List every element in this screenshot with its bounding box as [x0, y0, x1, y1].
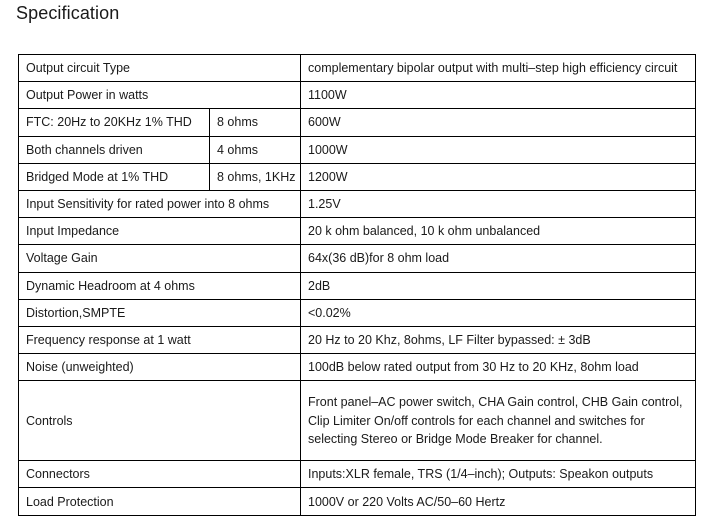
row-label: Frequency response at 1 watt: [19, 326, 301, 353]
row-label: Load Protection: [19, 488, 301, 515]
table-row: [19, 299, 696, 326]
row-value: 2dB: [301, 272, 696, 299]
table-row: [19, 190, 696, 217]
row-sub-label: 4 ohms: [210, 136, 301, 163]
row-value: 1.25V: [301, 190, 696, 217]
row-label: Input Impedance: [19, 218, 301, 245]
row-value: 1100W: [301, 82, 696, 109]
table-row: [19, 109, 696, 136]
table-row: [19, 136, 696, 163]
table-row: [19, 326, 696, 353]
row-label: Output circuit Type: [19, 55, 301, 82]
row-label: Connectors: [19, 461, 301, 488]
row-label: Noise (unweighted): [19, 354, 301, 381]
row-value: 64x(36 dB)for 8 ohm load: [301, 245, 696, 272]
row-label: Distortion,SMPTE: [19, 299, 301, 326]
row-value: 1000W: [301, 136, 696, 163]
table-row: [19, 55, 696, 82]
table-row: [19, 245, 696, 272]
row-value: 20 Hz to 20 Khz, 8ohms, LF Filter bypassed: ± 3dB: [301, 326, 696, 353]
row-value: 1000V or 220 Volts AC/50–60 Hertz: [301, 488, 696, 515]
row-value: 600W: [301, 109, 696, 136]
row-value: complementary bipolar output with multi–step high efficiency circuit: [301, 55, 696, 82]
row-label: FTC: 20Hz to 20KHz 1% THD: [19, 109, 210, 136]
row-value: 100dB below rated output from 30 Hz to 20 KHz, 8ohm load: [301, 354, 696, 381]
specification-table: [18, 54, 696, 516]
row-value: 1200W: [301, 163, 696, 190]
table-row: [19, 82, 696, 109]
table-row: [19, 381, 696, 461]
row-sub-label: 8 ohms: [210, 109, 301, 136]
row-value: 20 k ohm balanced, 10 k ohm unbalanced: [301, 218, 696, 245]
row-label: Both channels driven: [19, 136, 210, 163]
row-label: Dynamic Headroom at 4 ohms: [19, 272, 301, 299]
table-row: [19, 354, 696, 381]
row-value: Front panel–AC power switch, CHA Gain control, CHB Gain control, Clip Limiter On/off controls for each channel and switches for selecting Stereo or Bridge Mode Breaker for channel.: [301, 381, 696, 461]
table-row: [19, 218, 696, 245]
row-value: Inputs:XLR female, TRS (1/4–inch); Outputs: Speakon outputs: [301, 461, 696, 488]
row-value: <0.02%: [301, 299, 696, 326]
row-label: Controls: [19, 381, 301, 461]
table-row: [19, 163, 696, 190]
row-label: Bridged Mode at 1% THD: [19, 163, 210, 190]
table-row: [19, 488, 696, 515]
table-row: [19, 461, 696, 488]
row-label: Voltage Gain: [19, 245, 301, 272]
row-label: Output Power in watts: [19, 82, 301, 109]
table-row: [19, 272, 696, 299]
page-title: Specification: [16, 3, 120, 23]
row-label: Input Sensitivity for rated power into 8 ohms: [19, 190, 301, 217]
row-sub-label: 8 ohms, 1KHz: [210, 163, 301, 190]
